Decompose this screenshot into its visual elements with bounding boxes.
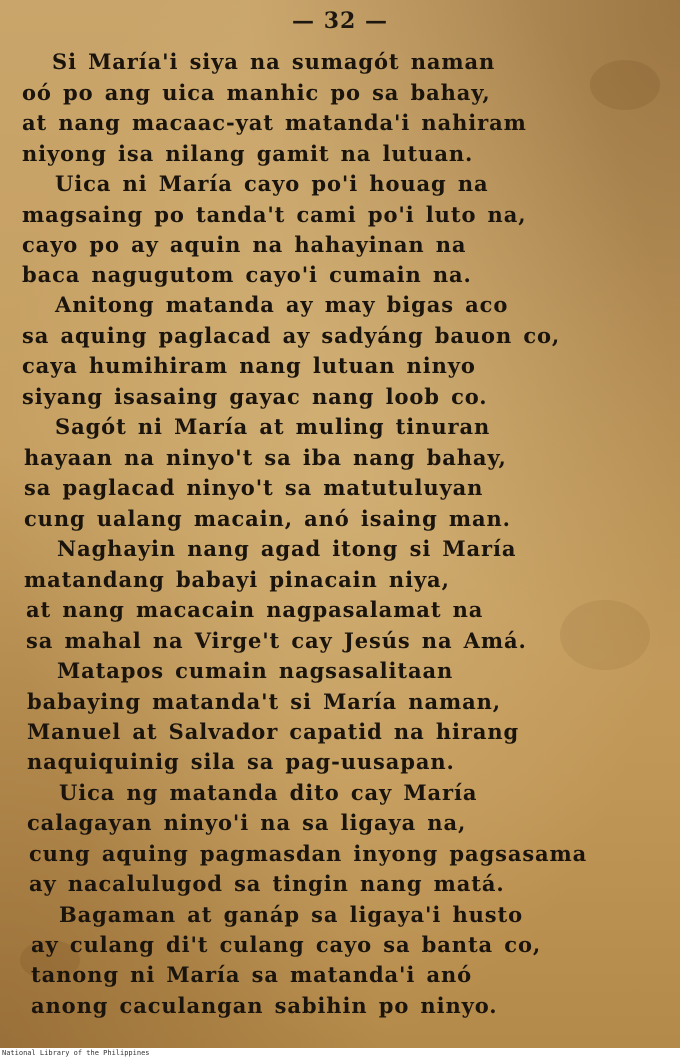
verse-line: naquiquinig sila sa pag-uusapan. bbox=[27, 749, 455, 774]
verse-line: baca nagugutom cayo'i cumain na. bbox=[22, 262, 472, 287]
verse-line: niyong isa nilang gamit na lutuan. bbox=[22, 141, 474, 166]
verse-line: magsaing po tanda't cami po'i luto na, bbox=[22, 202, 527, 227]
verse-line: oó po ang uica manhic po sa bahay, bbox=[22, 80, 491, 105]
verse-line: at nang macacain nagpasalamat na bbox=[26, 597, 484, 622]
verse-line: Matapos cumain nagsasalitaan bbox=[57, 658, 454, 683]
library-credit: National Library of the Philippines bbox=[2, 1049, 150, 1057]
verse-line: matandang babayi pinacain niya, bbox=[24, 567, 450, 592]
verse-line: cung ualang macain, anó isaing man. bbox=[24, 506, 511, 531]
verse-line: ay culang di't culang cayo sa banta co, bbox=[31, 932, 542, 957]
verse-line: Bagaman at ganáp sa ligaya'i husto bbox=[59, 902, 524, 927]
verse-line: Sagót ni María at muling tinuran bbox=[55, 414, 491, 439]
verse-line: ay nacalulugod sa tingin nang matá. bbox=[29, 871, 505, 896]
verse-line: sa paglacad ninyo't sa matutuluyan bbox=[24, 475, 484, 500]
verse-line: Si María'i siya na sumagót naman bbox=[52, 49, 496, 74]
verse-line: babaying matanda't si María naman, bbox=[27, 689, 501, 714]
verse-line: caya humihiram nang lutuan ninyo bbox=[22, 353, 476, 378]
paper-stain bbox=[560, 600, 650, 670]
verse-line: hayaan na ninyo't sa iba nang bahay, bbox=[24, 445, 507, 470]
verse-line: siyang isasaing gayac nang loob co. bbox=[22, 384, 488, 409]
paper-stain bbox=[590, 60, 660, 110]
verse-line: cung aquing pagmasdan inyong pagsasama bbox=[29, 841, 588, 866]
page-number: — 32 — bbox=[292, 8, 388, 34]
verse-line: tanong ni María sa matanda'i anó bbox=[31, 962, 473, 987]
verse-line: Naghayin nang agad itong si María bbox=[57, 536, 517, 561]
verse-line: Uica ni María cayo po'i houag na bbox=[55, 171, 489, 196]
verse-line: Anitong matanda ay may bigas aco bbox=[55, 292, 509, 317]
verse-line: sa aquing paglacad ay sadyáng bauon co, bbox=[22, 323, 561, 348]
verse-line: sa mahal na Virge't cay Jesús na Amá. bbox=[26, 628, 527, 653]
verse-line: cayo po ay aquin na hahayinan na bbox=[22, 232, 467, 257]
verse-line: anong caculangan sabihin po ninyo. bbox=[31, 993, 498, 1018]
verse-line: at nang macaac-yat matanda'i nahiram bbox=[22, 110, 527, 135]
verse-line: Uica ng matanda dito cay María bbox=[59, 780, 478, 805]
verse-line: calagayan ninyo'i na sa ligaya na, bbox=[27, 810, 467, 835]
verse-line: Manuel at Salvador capatid na hirang bbox=[27, 719, 520, 744]
